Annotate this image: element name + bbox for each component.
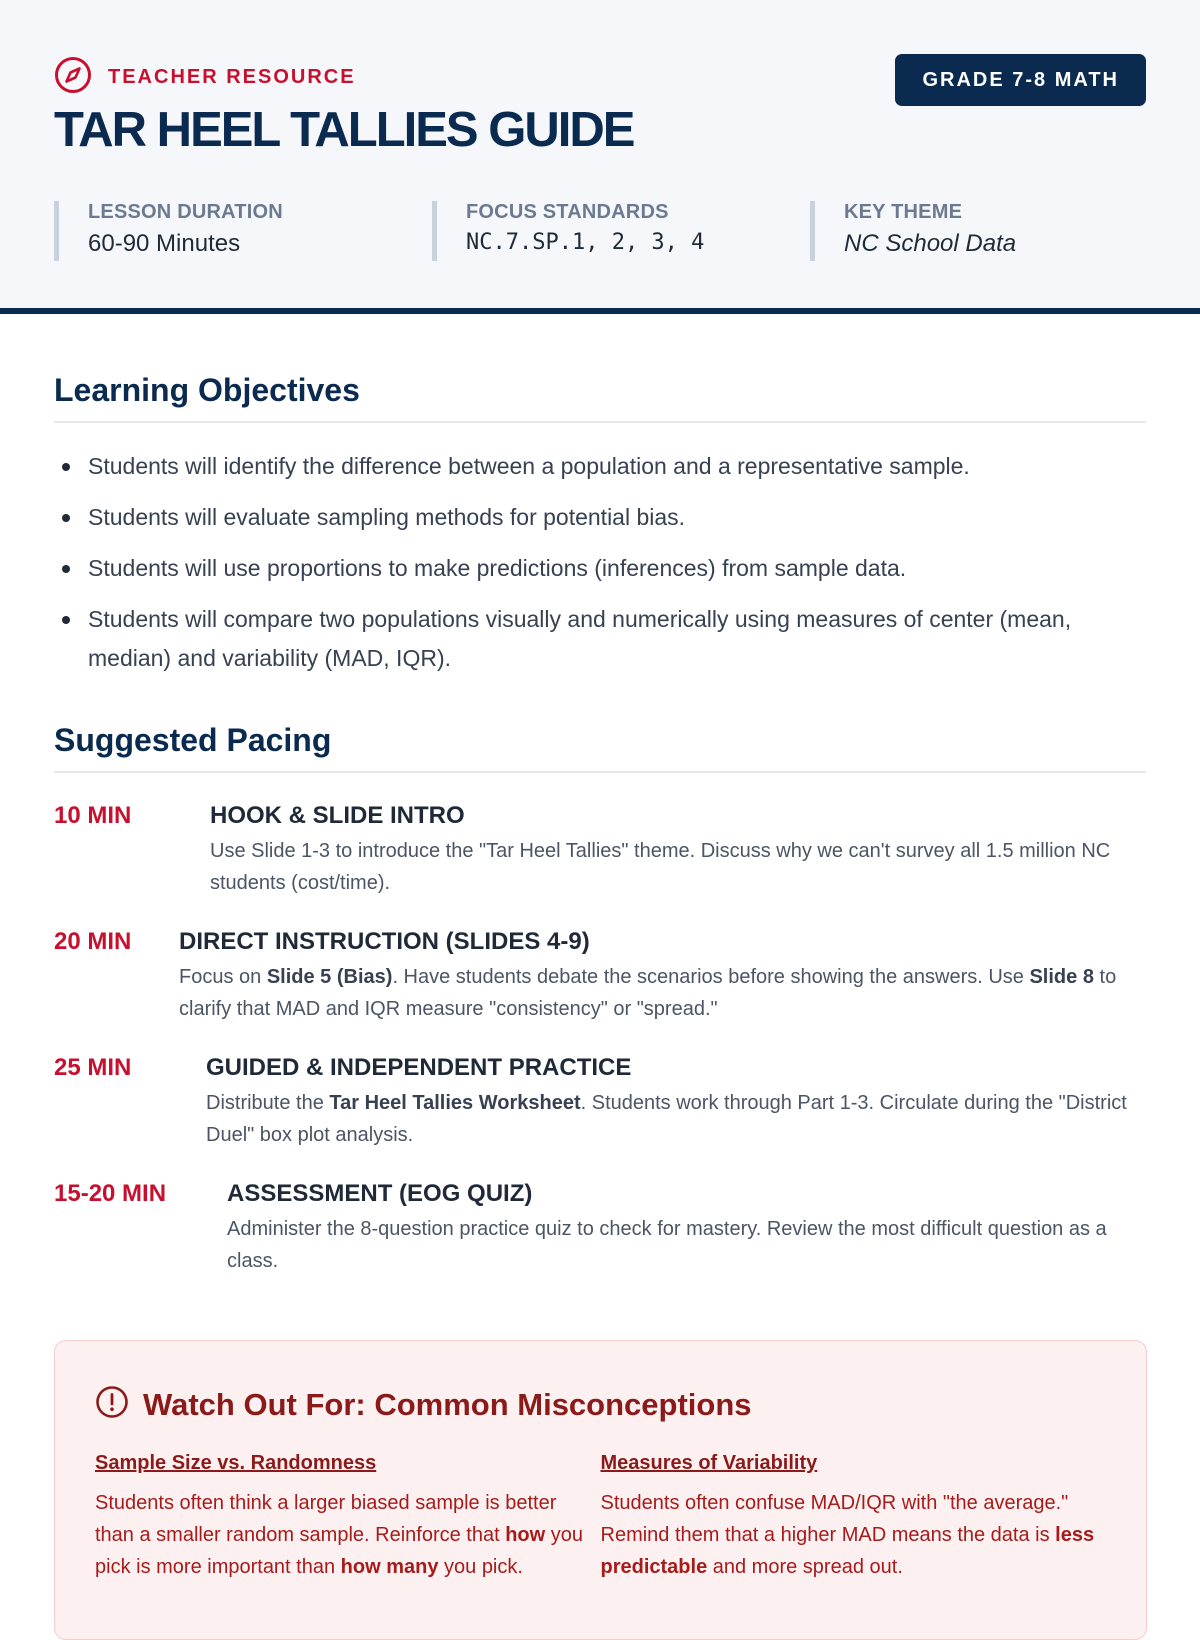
body-emphasis: how bbox=[505, 1524, 546, 1546]
misconception-variability bbox=[601, 1452, 1107, 1583]
meta-label: KEY THEME bbox=[844, 201, 963, 223]
eyebrow bbox=[54, 56, 356, 99]
pace-title: DIRECT INSTRUCTION (SLIDES 4-9) bbox=[179, 928, 590, 955]
eyebrow-label: TEACHER RESOURCE bbox=[108, 66, 356, 88]
pacing-row bbox=[54, 927, 1146, 1025]
section-heading: Suggested Pacing bbox=[54, 722, 1146, 773]
body-text: Students often think a larger biased sample is better than a smaller random sample. Reinforce that bbox=[95, 1492, 557, 1546]
meta-key-theme bbox=[810, 201, 1016, 261]
pacing-section bbox=[54, 722, 1146, 1277]
desc-emphasis: Slide 5 (Bias) bbox=[266, 966, 393, 988]
desc-text: Distribute the bbox=[206, 1092, 330, 1114]
compass-icon bbox=[54, 56, 92, 99]
meta-value: NC School Data bbox=[844, 230, 1017, 257]
misconception-body bbox=[601, 1487, 1107, 1583]
pace-time: 15-20 MIN bbox=[54, 1180, 167, 1207]
header bbox=[0, 0, 1200, 314]
meta-value: NC.7.SP.1, 2, 3, 4 bbox=[466, 230, 705, 255]
desc-text: Focus on bbox=[179, 966, 267, 988]
meta-focus-standards bbox=[432, 201, 704, 261]
list-item: Students will compare two populations visually and numerically using measures of center (mean, median) and variability (MAD, IQR). bbox=[54, 600, 1146, 678]
body-emphasis: how many bbox=[340, 1556, 439, 1578]
list-item: Students will evaluate sampling methods for potential bias. bbox=[54, 498, 1146, 537]
body-text: Students often confuse MAD/IQR with "the average." Remind them that a higher MAD means the data is bbox=[600, 1492, 1069, 1546]
pace-time: 10 MIN bbox=[54, 802, 132, 829]
pacing-row bbox=[54, 1179, 1146, 1277]
body-text: and more spread out. bbox=[707, 1556, 903, 1578]
desc-text: to clarify that MAD and IQR measure "consistency" or "spread." bbox=[179, 966, 1117, 1020]
desc-emphasis: Tar Heel Tallies Worksheet bbox=[329, 1092, 581, 1114]
pace-title: HOOK & SLIDE INTRO bbox=[210, 802, 465, 829]
meta-label: FOCUS STANDARDS bbox=[466, 201, 669, 223]
meta-label: LESSON DURATION bbox=[88, 201, 283, 223]
pace-title: ASSESSMENT (EOG QUIZ) bbox=[227, 1180, 533, 1207]
pacing-row bbox=[54, 1053, 1146, 1151]
callout-header bbox=[95, 1385, 1106, 1424]
pace-desc: Administer the 8-question practice quiz to check for mastery. Review the most difficult question as a class. bbox=[227, 1218, 1107, 1272]
pace-desc: Use Slide 1-3 to introduce the "Tar Heel Tallies" theme. Discuss why we can't survey all 1.5 million NC students (cost/time). bbox=[210, 840, 1111, 894]
pace-content bbox=[206, 1053, 1146, 1151]
page-title: TAR HEEL TALLIES GUIDE bbox=[54, 103, 634, 157]
meta-value: 60-90 Minutes bbox=[88, 230, 241, 257]
pace-content bbox=[227, 1179, 1146, 1277]
alert-circle-icon bbox=[95, 1385, 129, 1424]
misconception-columns bbox=[95, 1452, 1106, 1583]
desc-text: . Students work through Part 1-3. Circulate during the "District Duel" box plot analysis. bbox=[206, 1092, 1127, 1146]
objectives-list bbox=[54, 447, 1146, 678]
misconception-sample-size bbox=[95, 1452, 601, 1583]
misconceptions-callout bbox=[54, 1340, 1147, 1640]
misconception-heading: Sample Size vs. Randomness bbox=[95, 1452, 377, 1474]
body-emphasis: less predictable bbox=[600, 1524, 1095, 1578]
pace-desc bbox=[206, 1087, 1146, 1151]
pace-content bbox=[179, 927, 1146, 1025]
misconception-heading: Measures of Variability bbox=[600, 1452, 818, 1474]
misconception-body bbox=[95, 1487, 601, 1583]
desc-text: . Have students debate the scenarios before showing the answers. Use bbox=[392, 966, 1030, 988]
section-heading: Learning Objectives bbox=[54, 372, 1146, 423]
pace-title: GUIDED & INDEPENDENT PRACTICE bbox=[206, 1054, 632, 1081]
grade-badge: GRADE 7-8 MATH bbox=[895, 54, 1146, 106]
pace-time: 20 MIN bbox=[54, 928, 132, 955]
pacing-row bbox=[54, 801, 1146, 899]
pace-time: 25 MIN bbox=[54, 1054, 132, 1081]
pace-desc bbox=[179, 961, 1146, 1025]
body-text: you pick is more important than bbox=[95, 1524, 584, 1578]
list-item: Students will identify the difference between a population and a representative sample. bbox=[54, 447, 1146, 486]
pace-content bbox=[210, 801, 1146, 899]
body-text: you pick. bbox=[438, 1556, 523, 1578]
callout-title: Watch Out For: Common Misconceptions bbox=[143, 1386, 752, 1422]
desc-emphasis: Slide 8 bbox=[1029, 966, 1094, 988]
objectives-section bbox=[54, 372, 1146, 678]
meta-lesson-duration bbox=[54, 201, 283, 261]
list-item: Students will use proportions to make predictions (inferences) from sample data. bbox=[54, 549, 1146, 588]
